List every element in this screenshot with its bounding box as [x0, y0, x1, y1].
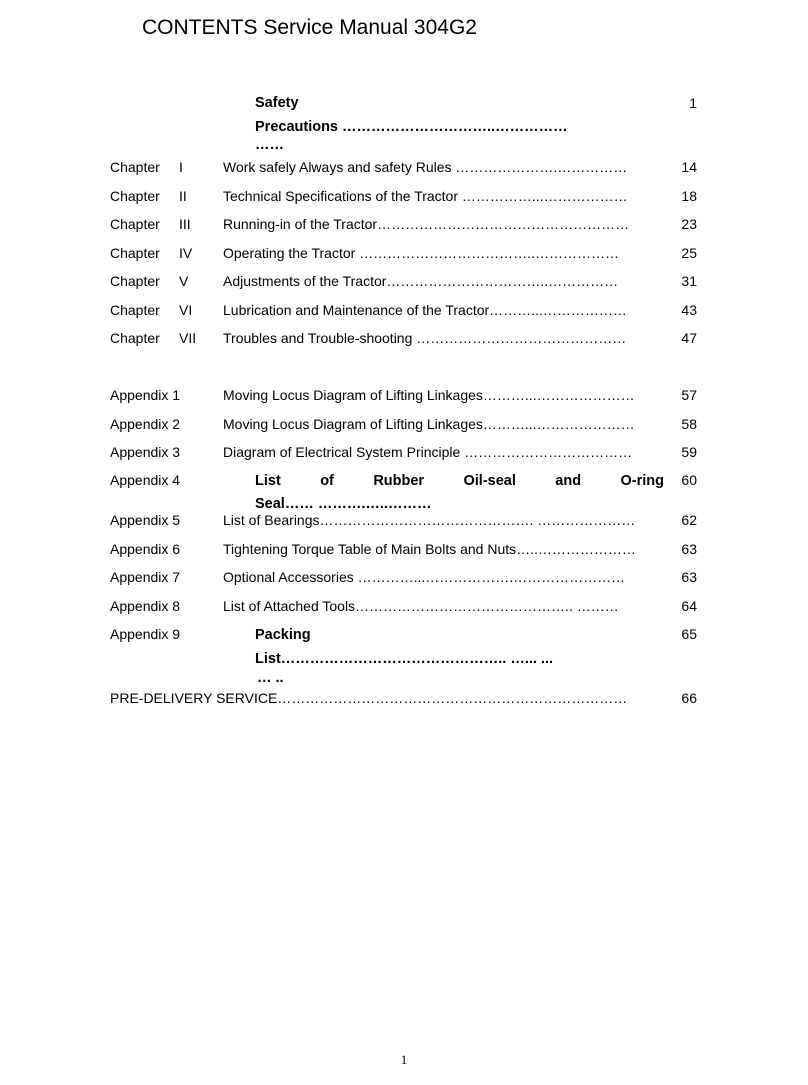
entry-label: Chapter	[110, 273, 160, 289]
entry-label: Appendix 1	[110, 387, 181, 403]
word: List	[255, 473, 281, 489]
toc-entry-appendix	[0, 442, 808, 462]
entry-line: Seal…… ……….…..………	[255, 496, 432, 512]
page-number: 64	[681, 598, 697, 614]
entry-title: Troubles and Trouble-shooting ………………………………………	[223, 330, 627, 346]
entry-label: Chapter	[110, 245, 160, 261]
entry-title: Operating the Tractor ………………………………..………………	[223, 245, 619, 261]
entry-label: Appendix 6	[110, 541, 181, 557]
word: Rubber	[373, 473, 425, 489]
toc-entry-pre-delivery	[0, 688, 808, 708]
entry-label: Appendix 8	[110, 598, 181, 614]
entry-label: Appendix 7	[110, 569, 181, 585]
entry-title: Moving Locus Diagram of Lifting Linkages………...…………………	[223, 416, 635, 432]
chapter-number: V	[179, 273, 189, 289]
entry-title: Lubrication and Maintenance of the Tractor………...………………	[223, 302, 627, 318]
toc-entry-appendix	[0, 414, 808, 434]
entry-title: Running-in of the Tractor………………………………………………	[223, 216, 630, 232]
entry-title: PRE-DELIVERY SERVICE…………………………………………………………………	[110, 690, 628, 706]
toc-entry-appendix	[0, 510, 808, 530]
page-number: 25	[681, 245, 697, 261]
toc-entry-chapter	[0, 243, 808, 263]
entry-title: Work safely Always and safety Rules ………………….……………	[223, 159, 628, 175]
page-number: 1	[689, 95, 697, 111]
toc-entry-appendix	[0, 596, 808, 616]
page-number: 57	[681, 387, 697, 403]
page-number: 14	[681, 159, 697, 175]
entry-line: List……………………………………….. …... ...	[255, 651, 554, 667]
word: of	[320, 473, 334, 489]
toc-entry-chapter	[0, 300, 808, 320]
entry-line: Packing	[255, 627, 311, 643]
chapter-number: III	[179, 216, 191, 232]
appendix-4-title	[255, 471, 664, 514]
entry-label: Chapter	[110, 330, 160, 346]
appendix-9-title	[255, 625, 553, 688]
word: Oil-seal	[463, 473, 516, 489]
entry-title: Technical Specifications of the Tractor ……………...………………	[223, 188, 628, 204]
toc-entry-chapter	[0, 186, 808, 206]
entry-label: Chapter	[110, 216, 160, 232]
toc-entry-chapter	[0, 328, 808, 348]
chapter-number: VI	[179, 302, 193, 318]
entry-title: List of Attached Tools……………………………………….. ………	[223, 598, 619, 614]
entry-label: Chapter	[110, 159, 160, 175]
page-title: CONTENTS Service Manual 304G2	[142, 16, 477, 39]
entry-label: Chapter	[110, 302, 160, 318]
page-number: 23	[681, 216, 697, 232]
entry-title: Optional Accessories …………...……………….……………………	[223, 569, 626, 585]
page-number: 63	[681, 569, 697, 585]
entry-title: List of Bearings………………………………………. …………………	[223, 512, 636, 528]
entry-line: … ..	[257, 670, 284, 686]
page-number: 31	[681, 273, 697, 289]
toc-entry-chapter	[0, 214, 808, 234]
word: O-ring	[620, 473, 664, 489]
toc-entry-chapter	[0, 157, 808, 177]
footer-page-number: 1	[400, 1052, 408, 1067]
page-number: 59	[681, 444, 697, 460]
page-number: 65	[681, 626, 697, 642]
page-number: 43	[681, 302, 697, 318]
chapter-number: IV	[179, 245, 193, 261]
entry-label: Appendix 5	[110, 512, 181, 528]
entry-title: Moving Locus Diagram of Lifting Linkages………...…………………	[223, 387, 635, 403]
entry-title: Adjustments of the Tractor……………………………..……………	[223, 273, 619, 289]
entry-title: Diagram of Electrical System Principle ………………………………	[223, 444, 633, 460]
word: and	[555, 473, 582, 489]
toc-entry-appendix	[0, 385, 808, 405]
toc-entry-appendix	[0, 539, 808, 559]
entry-label: Appendix 3	[110, 444, 181, 460]
page-number: 58	[681, 416, 697, 432]
entry-label: Appendix 9	[110, 626, 181, 642]
page-number: 63	[681, 541, 697, 557]
page-number: 62	[681, 512, 697, 528]
entry-line: Precautions …………………………..……………	[255, 119, 568, 135]
page-number: 60	[681, 472, 697, 488]
toc-entry-appendix	[0, 567, 808, 587]
page-number: 66	[681, 690, 697, 706]
entry-title: Tightening Torque Table of Main Bolts and Nuts…..…………………	[223, 541, 636, 557]
entry-line: ……	[255, 137, 284, 153]
chapter-number: I	[179, 159, 183, 175]
page-number: 18	[681, 188, 697, 204]
entry-label: Chapter	[110, 188, 160, 204]
chapter-number: VII	[179, 330, 197, 346]
entry-line: Safety	[255, 95, 299, 111]
toc-entry-chapter	[0, 271, 808, 291]
entry-label: Appendix 4	[110, 472, 181, 488]
chapter-number: II	[179, 188, 187, 204]
entry-label: Appendix 2	[110, 416, 181, 432]
page-number: 47	[681, 330, 697, 346]
